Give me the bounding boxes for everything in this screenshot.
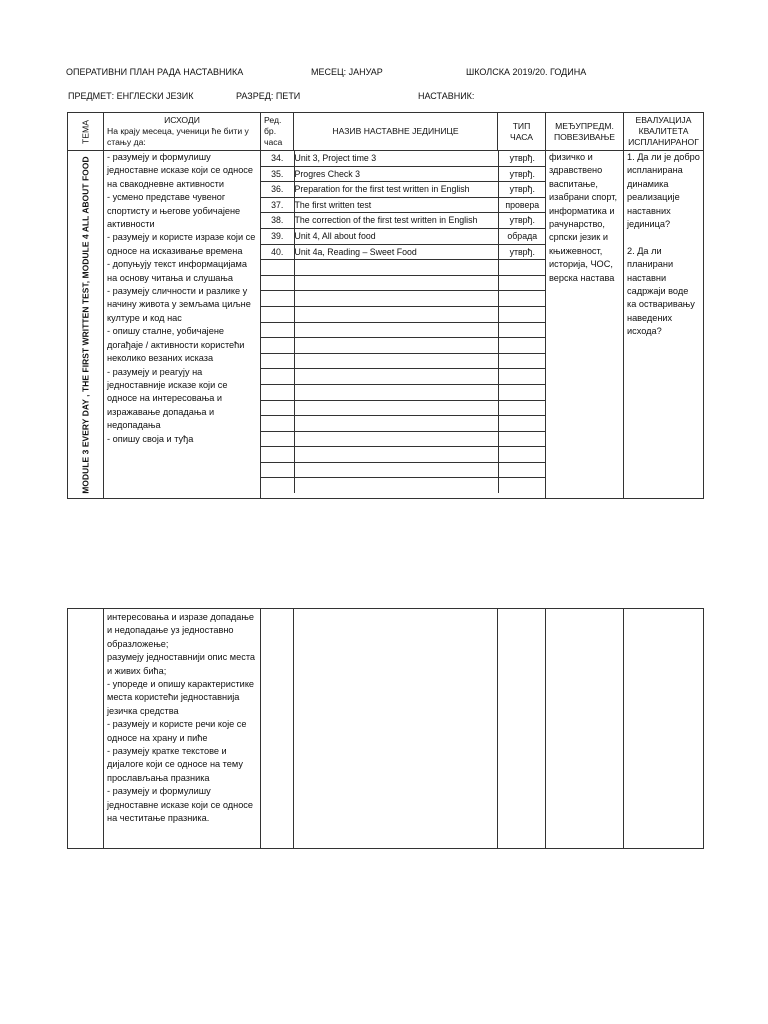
tema-text: MODULE 3 EVERY DAY , THE FIRST WRITTEN TEST, MODULE 4 ALL ABOUT FOOD [79,155,90,494]
lesson-number [261,416,294,432]
lesson-number: 34. [261,151,294,166]
lesson-number-header: Ред. бр. часа [261,113,294,151]
lesson-title-cell-continued [294,609,498,849]
lesson-title [294,369,498,385]
lesson-title [294,416,498,432]
lesson-title [294,400,498,416]
lesson-row [261,478,546,493]
tema-header: ТЕМА [68,113,104,151]
lesson-row [261,151,546,166]
lesson-number: 39. [261,228,294,244]
lesson-number-cell-continued [261,609,294,849]
lesson-title [294,260,498,276]
lesson-row [261,353,546,369]
lesson-row [261,182,546,198]
lesson-number [261,275,294,291]
lesson-title [294,384,498,400]
lesson-type [498,260,546,276]
lesson-row [261,306,546,322]
lesson-title [294,322,498,338]
lesson-row [261,275,546,291]
lesson-title [294,291,498,307]
lesson-type [498,322,546,338]
lesson-row [261,197,546,213]
lesson-number [261,400,294,416]
lesson-type [498,291,546,307]
lesson-number [261,353,294,369]
lesson-type [498,384,546,400]
lesson-type [498,416,546,432]
lesson-type [498,400,546,416]
lesson-row [261,322,546,338]
lesson-number: 37. [261,197,294,213]
outcomes-header [104,113,261,151]
school-year-label: ШКОЛСКА 2019/20. ГОДИНА [466,67,587,77]
lesson-number: 35. [261,166,294,182]
outcomes-header-title: ИСХОДИ [164,115,200,125]
lesson-type [498,478,546,493]
outcomes-cell-continued: интересовања и изразе допадање и недопадање уз једноставно образложење; разумеју једноставнији опис места и живих бића; - упореде и опишу карактеристике места користећи једноставнија језичка средства - разумеју и користе речи које се односе на храну и пиће - разумеју кратке текстове и дијалоге који се односе на тему прослављања празника - разумеју и формулишу једноставне исказе који се односе на честитање празника. [104,609,261,849]
lesson-title: Preparation for the first test written in English [294,182,498,198]
lesson-type-cell-continued [498,609,546,849]
lesson-title [294,338,498,354]
lessons-list [261,151,546,493]
lesson-title [294,275,498,291]
lesson-row [261,338,546,354]
lesson-type [498,306,546,322]
lesson-title [294,447,498,463]
lesson-number [261,447,294,463]
lesson-type: утврђ. [498,166,546,182]
lessons-block [261,151,546,499]
lesson-title [294,353,498,369]
lesson-type [498,275,546,291]
lesson-number: 38. [261,213,294,229]
plan-table-page-1 [67,112,704,499]
lesson-row [261,260,546,276]
lesson-number [261,369,294,385]
teacher-label: НАСТАВНИК: [418,91,475,101]
lesson-row [261,244,546,260]
lesson-type: обрада [498,228,546,244]
lesson-title [294,306,498,322]
lesson-number: 36. [261,182,294,198]
lesson-number [261,291,294,307]
lesson-title: Unit 3, Project time 3 [294,151,498,166]
lesson-type [498,431,546,447]
outcomes-header-subtitle: На крају месеца, ученици ће бити у стању да: [107,126,249,147]
lesson-row [261,291,546,307]
lesson-title [294,478,498,493]
evaluation-header: ЕВАЛУАЦИЈА КВАЛИТЕТА ИСПЛАНИРАНОГ [624,113,704,151]
lesson-type [498,353,546,369]
lesson-type [498,338,546,354]
lesson-type [498,447,546,463]
lesson-type [498,369,546,385]
lesson-number [261,478,294,493]
lesson-number [261,462,294,478]
lesson-type-header: ТИП ЧАСА [498,113,546,151]
lesson-row [261,369,546,385]
lesson-number: 40. [261,244,294,260]
plan-table-page-2 [67,608,704,849]
lesson-title [294,462,498,478]
lesson-title: Unit 4, All about food [294,228,498,244]
lesson-number [261,306,294,322]
lesson-type: утврђ. [498,244,546,260]
lesson-type: утврђ. [498,213,546,229]
tema-cell-continued [68,609,104,849]
lesson-row [261,213,546,229]
lesson-number [261,431,294,447]
lesson-title: Progres Check 3 [294,166,498,182]
lesson-type: провера [498,197,546,213]
lesson-row [261,447,546,463]
cross-subject-header: МЕЂУПРЕДМ. ПОВЕЗИВАЊЕ [546,113,624,151]
outcomes-cell: - разумеју и формулишу једноставне исказе који се односе на свакодневне активности - усмено представе чувеног спортисту и његове уобичајене активности - разумеју и користе изразе који се односе на исказивање времена - допуњују текст информацијама на основу читања и слушања - разумеју сличности и разлике у начину живота у земљама циљне културе и код нас - опишу сталне, уобичајене догађаје / активности користећи неколико везаних исказа - разумеју и реагују на једноставније исказе који се односе на интересовања и изражавање допадања и недопадања - опишу своја и туђа [104,151,261,499]
lesson-row [261,462,546,478]
evaluation-cell-continued [624,609,704,849]
lesson-type [498,462,546,478]
lesson-title: Unit 4a, Reading – Sweet Food [294,244,498,260]
lesson-row [261,166,546,182]
lesson-row [261,400,546,416]
evaluation-cell: 1. Да ли је добро испланирана динамика реализације наставних јединица? 2. Да ли планирани наставни садржаји воде ка остваривању наведених исхода? [624,151,704,499]
lesson-title-header: НАЗИВ НАСТАВНЕ ЈЕДИНИЦЕ [294,113,498,151]
lesson-row [261,416,546,432]
cross-subject-cell: физичко и здравствено васпитање, изабрани спорт, информатика и рачунарство, српски језик и књижевност, историја, ЧОС, верска настава [546,151,624,499]
lesson-number [261,384,294,400]
plan-title: ОПЕРАТИВНИ ПЛАН РАДА НАСТАВНИКА [66,67,244,77]
lesson-row [261,384,546,400]
lesson-row [261,431,546,447]
month-label: МЕСЕЦ: ЈАНУАР [311,67,383,77]
subject-label: ПРЕДМЕТ: ЕНГЛЕСКИ ЈЕЗИК [68,91,194,101]
cross-subject-cell-continued [546,609,624,849]
tema-cell [68,151,104,499]
lesson-row [261,228,546,244]
grade-label: РАЗРЕД: ПЕТИ [236,91,301,101]
lesson-number [261,338,294,354]
lesson-number [261,260,294,276]
lesson-type: утврђ. [498,151,546,166]
lesson-title: The correction of the first test written in English [294,213,498,229]
lesson-type: утврђ. [498,182,546,198]
lesson-number [261,322,294,338]
lesson-title: The first written test [294,197,498,213]
lesson-title [294,431,498,447]
